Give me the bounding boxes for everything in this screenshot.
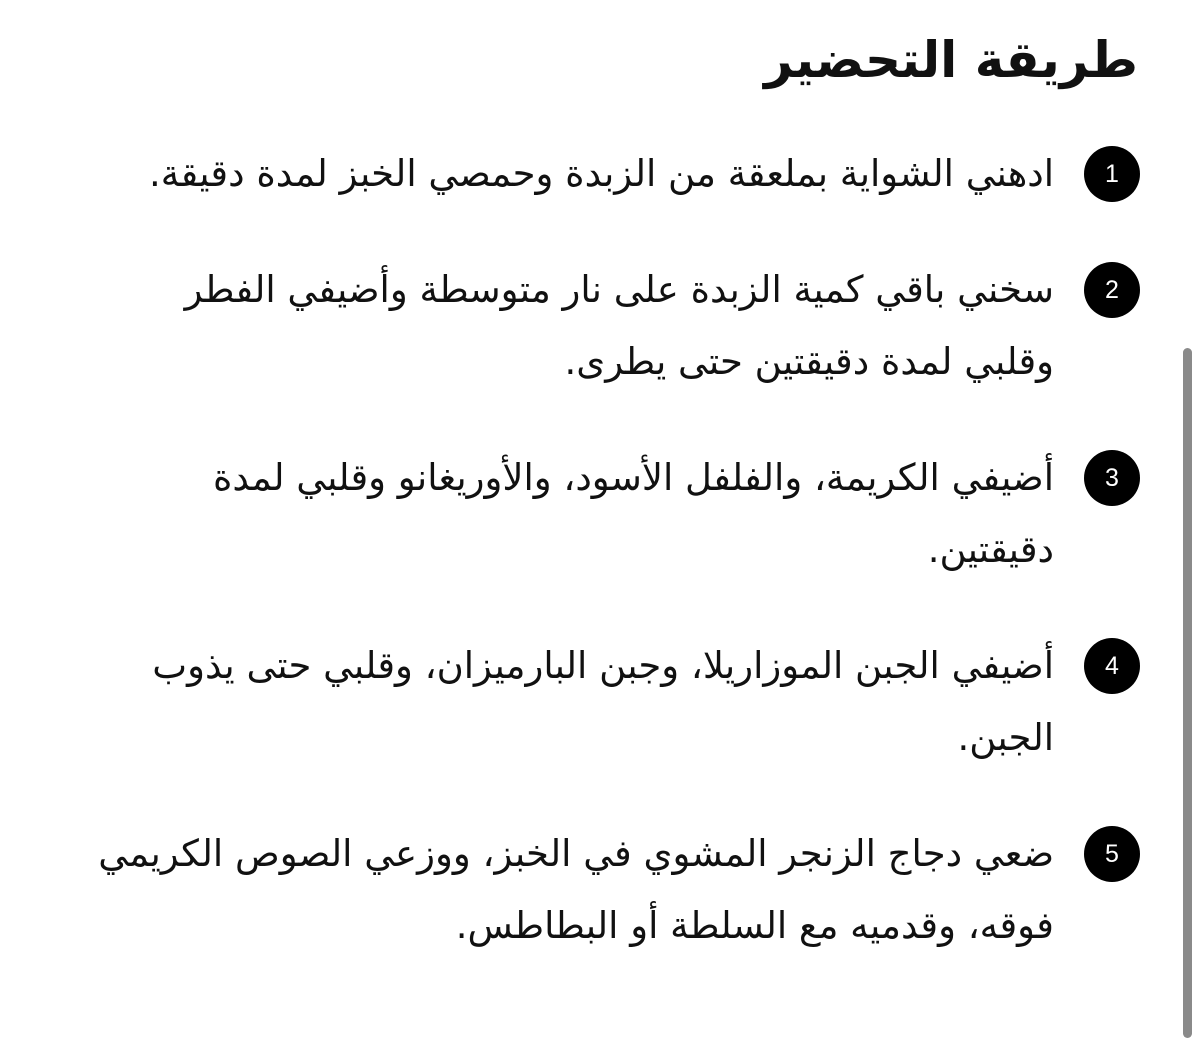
steps-list [60, 138, 1140, 1006]
step-text: أضيفي الجبن الموزاريلا، وجبن البارميزان، وقلبي حتى يذوب الجبن. [152, 644, 1054, 759]
scrollbar-thumb[interactable] [1183, 348, 1192, 1038]
step-number-badge: 5 [1084, 826, 1140, 882]
step-text: سخني باقي كمية الزبدة على نار متوسطة وأضيفي الفطر وقلبي لمدة دقيقتين حتى يطرى. [184, 268, 1054, 383]
step-text: أضيفي الكريمة، والفلفل الأسود، والأوريغانو وقلبي لمدة دقيقتين. [213, 456, 1054, 571]
step-item [60, 138, 1140, 210]
step-text: ادهني الشواية بملعقة من الزبدة وحمصي الخبز لمدة دقيقة. [148, 152, 1054, 195]
step-number-badge: 2 [1084, 262, 1140, 318]
step-number-badge: 1 [1084, 146, 1140, 202]
step-text: ضعي دجاج الزنجر المشوي في الخبز، ووزعي الصوص الكريمي فوقه، وقدميه مع السلطة أو البطاطس. [98, 832, 1054, 947]
page-title: طريقة التحضير [764, 31, 1138, 89]
step-number-badge: 4 [1084, 638, 1140, 694]
step-item [60, 818, 1140, 962]
step-item [60, 630, 1140, 774]
step-number-badge: 3 [1084, 450, 1140, 506]
step-item [60, 254, 1140, 398]
step-item [60, 442, 1140, 586]
